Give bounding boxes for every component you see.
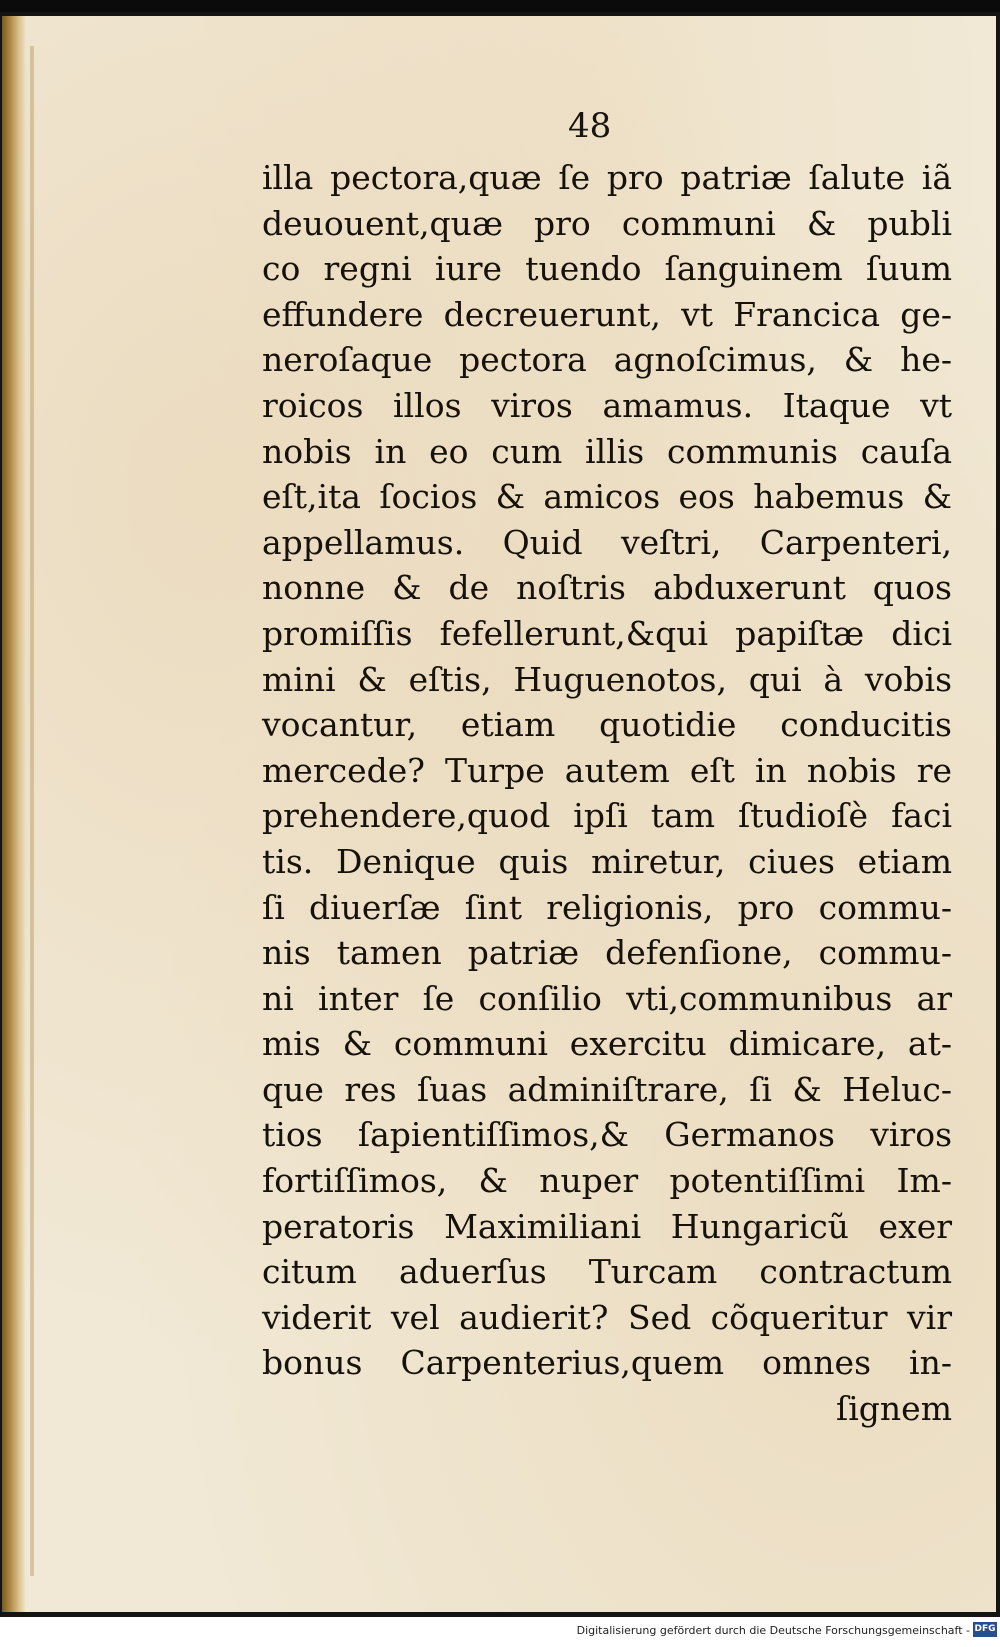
text-line: appellamus. Quid veſtri, Carpenteri, [262, 522, 952, 562]
text-line: effundere decreuerunt, vt Francica ge- [262, 294, 952, 334]
footer-bar [0, 1617, 1000, 1647]
page-gutter [30, 46, 34, 1576]
text-line: co regni iure tuendo ſanguinem ſuum [262, 249, 952, 289]
book-binding-edge [2, 16, 26, 1612]
dfg-logo-icon: DFG [973, 1622, 997, 1637]
text-line: mis & communi exercitu dimicare, at- [262, 1024, 952, 1064]
text-line: tis. Denique quis miretur, ciues etiam [262, 841, 952, 881]
catchword: ſignem [836, 1389, 952, 1429]
text-line: prehendere,quod ipſi tam ſtudioſè faci [262, 796, 952, 836]
text-line: nobis in eo cum illis communis cauſa [262, 431, 952, 471]
text-line: deuouent,quæ pro communi & publi [262, 203, 952, 243]
text-line: peratoris Maximiliani Hungaricũ exer [262, 1206, 952, 1246]
text-line: tios ſapientiſſimos,& Germanos viros [262, 1115, 952, 1155]
text-line: ni inter ſe conſilio vti,communibus ar [262, 978, 952, 1018]
text-line: que res ſuas adminiſtrare, ſi & Heluc- [262, 1069, 952, 1109]
text-line: eſt,ita ſocios & amicos eos habemus & [262, 477, 952, 517]
page-number: 48 [568, 106, 612, 146]
text-line: mercede? Turpe autem eſt in nobis re [262, 750, 952, 790]
text-line: illa pectora,quæ ſe pro patriæ ſalute iã [262, 158, 952, 197]
text-line: nonne & de noſtris abduxerunt quos [262, 568, 952, 608]
text-line: roicos illos viros amamus. Itaque vt [262, 385, 952, 425]
text-line: bonus Carpenterius,quem omnes in- [262, 1343, 952, 1383]
text-line: citum aduerſus Turcam contractum [262, 1252, 952, 1292]
text-line: nis tamen patriæ defenſione, commu- [262, 933, 952, 973]
text-line: fortiſſimos, & nuper potentiſſimi Im- [262, 1161, 952, 1201]
text-line: vocantur, etiam quotidie conducitis [262, 705, 952, 745]
footer-credit: Digitalisierung gefördert durch die Deutsche Forschungsgemeinschaft - [576, 1624, 970, 1637]
text-line: viderit vel audierit? Sed cõqueritur vir [262, 1297, 952, 1337]
text-line: mini & eſtis, Huguenotos, qui à vobis [262, 659, 952, 699]
text-line: neroſaque pectora agnoſcimus, & he- [262, 340, 952, 380]
page-text-block [262, 155, 952, 1432]
text-line: promiſſis fefellerunt,&qui papiſtæ dici [262, 613, 952, 653]
text-line: ſi diuerſæ ſint religionis, pro commu- [262, 887, 952, 927]
